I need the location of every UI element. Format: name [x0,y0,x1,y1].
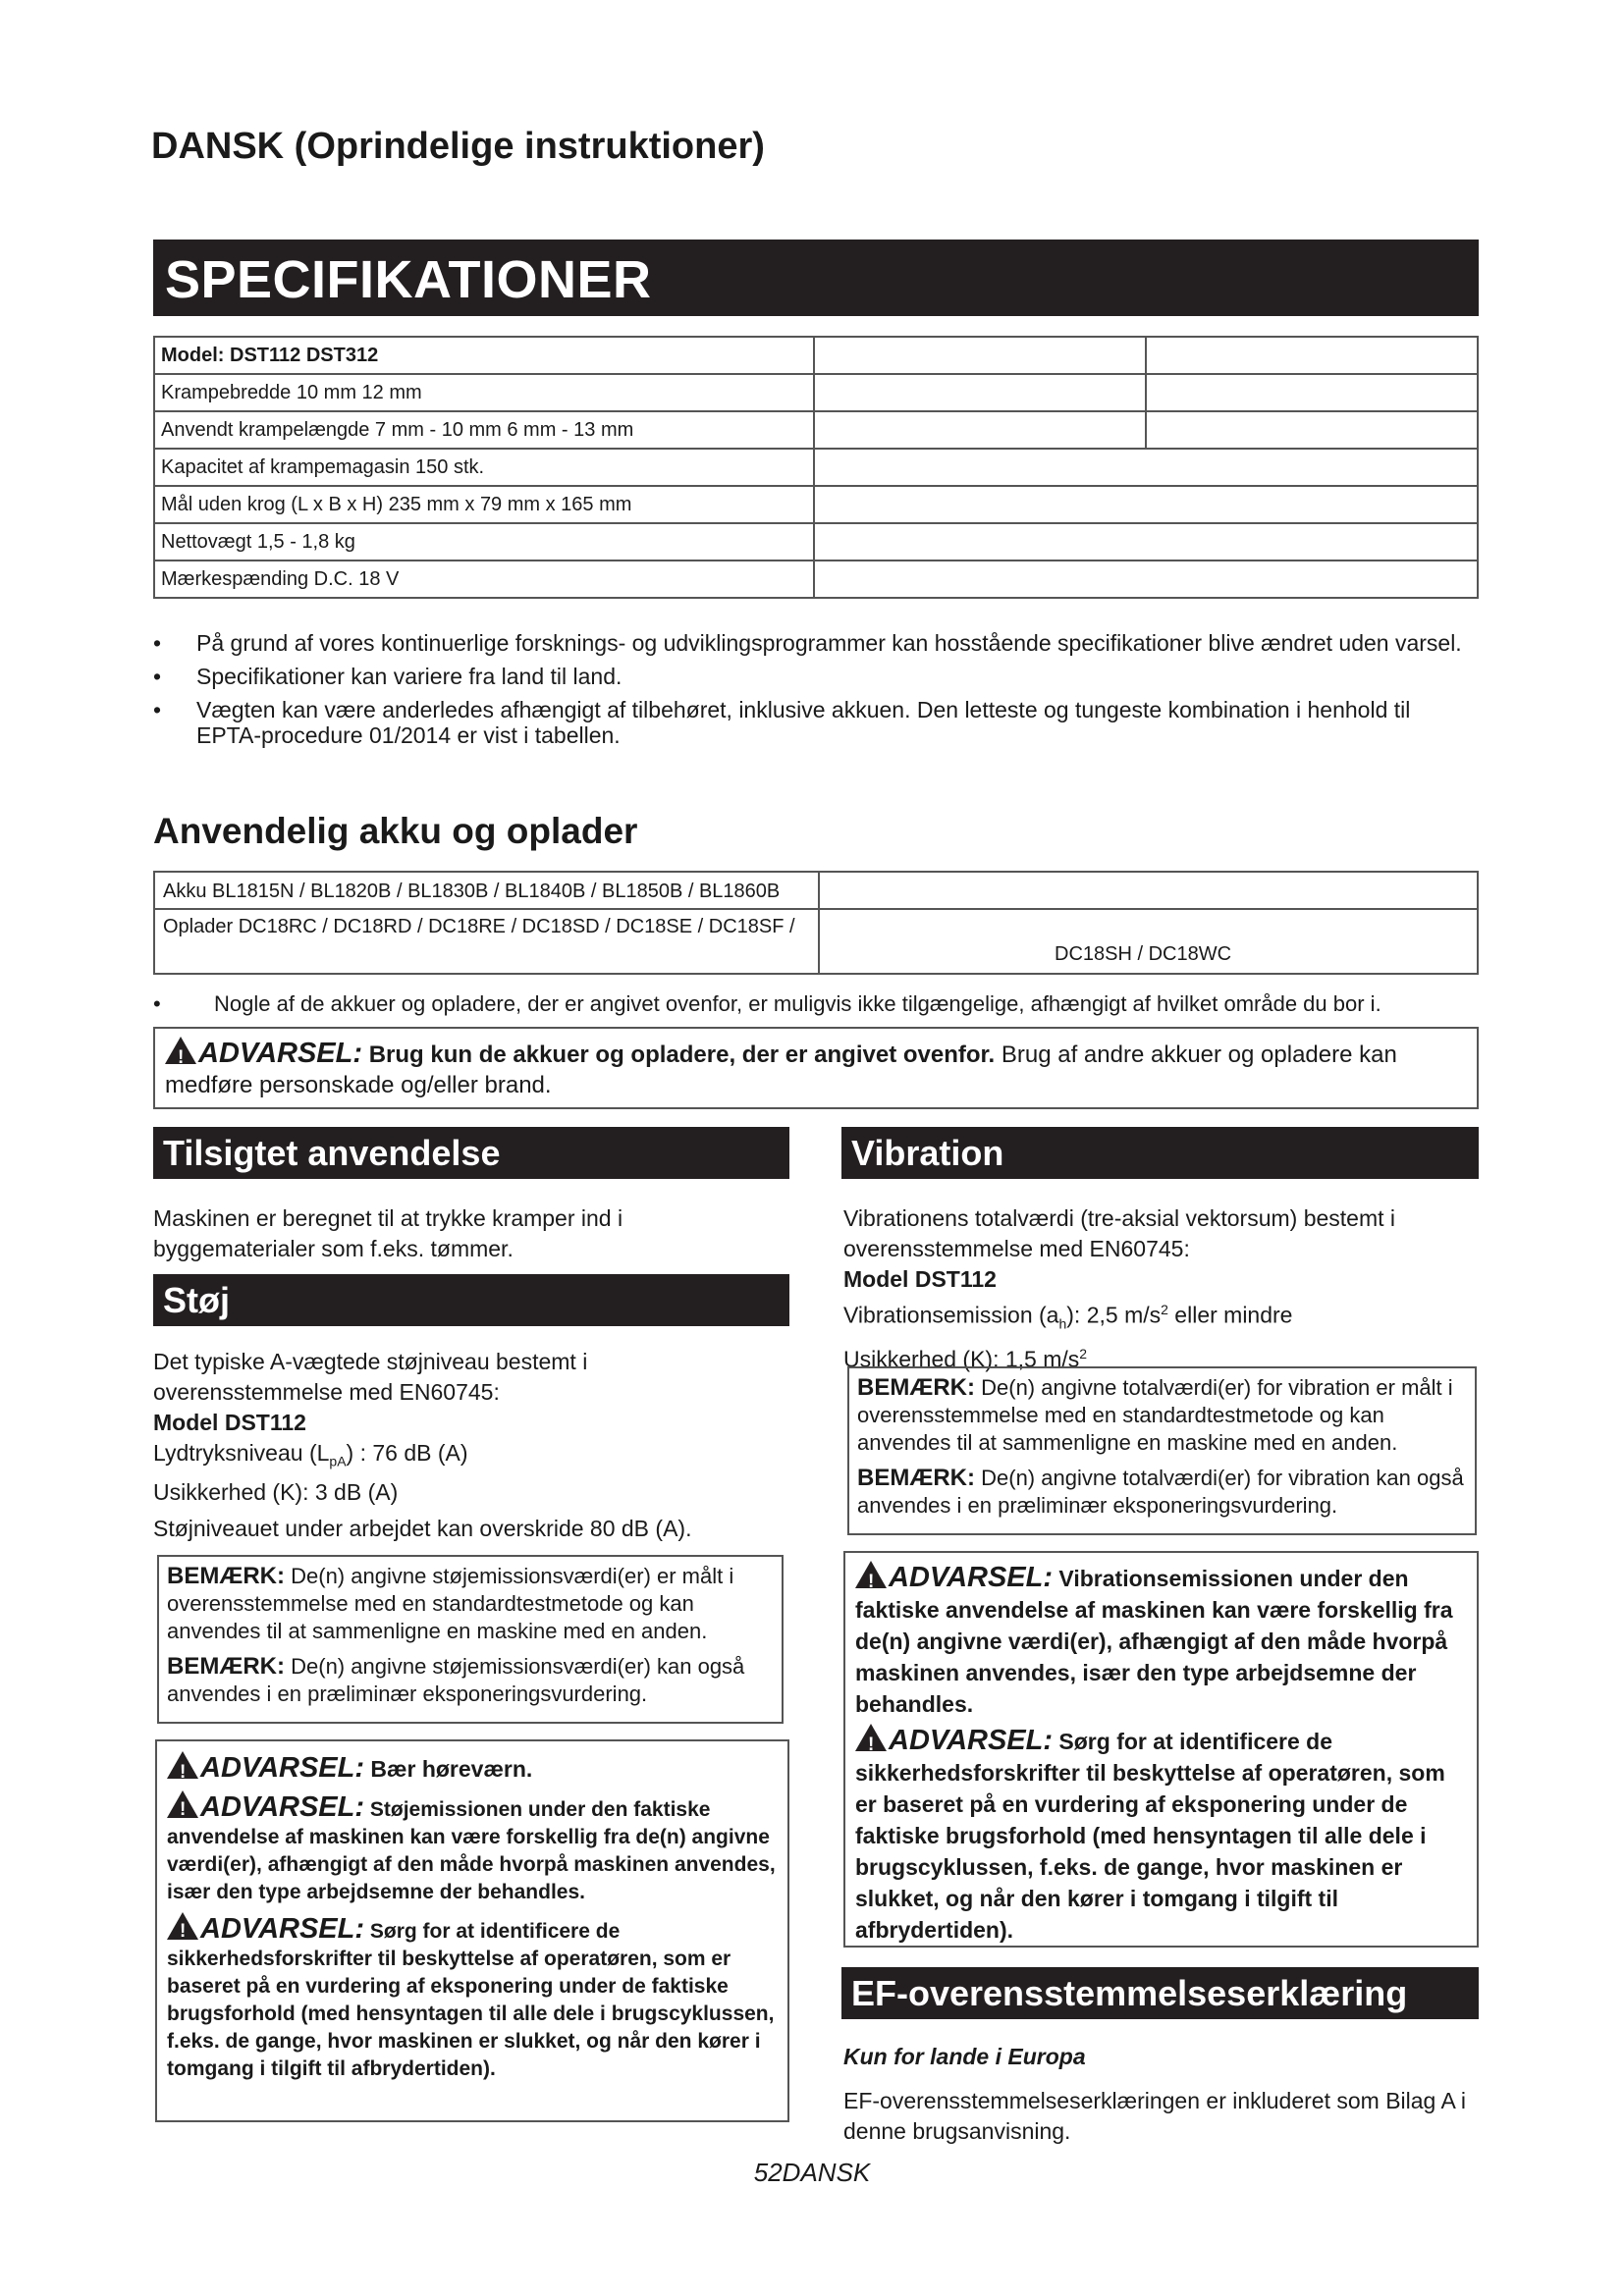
spec-row-voltage [154,561,1478,598]
vibration-emission: Vibrationsemission $(a_h)$: 2,5 $m/s^2$ eller mindre [843,1302,1293,1332]
noise-banner: Støj [153,1274,789,1326]
warning-triangle-icon [165,1037,196,1064]
warning-triangle-icon [167,1751,198,1779]
page-title: DANSK (Oprindelige instruktioner) [151,126,765,167]
vibration-warning-box [843,1551,1479,1948]
noise-section [153,1347,782,1544]
spec-label: Model: [161,344,225,366]
spec-label: Kapacitet af krampemagasin [161,455,410,478]
noise-model: Model DST112 [153,1410,306,1435]
page-footer: 52DANSK [753,2158,871,2187]
spec-row-width [154,374,1478,411]
warning-bold-text: Brug kun de akkuer og opladere, der er angivet ovenfor. [368,1041,996,1068]
noise-uncertainty: Usikkerhed (K): 3 dB (A) [153,1478,399,1505]
vibration-intro: Vibrationens totalværdi (tre-aksial vektorsum) bestemt i overensstemmelse med EN60745: [843,1205,1396,1261]
noise-exceed: Støjniveauet under arbejdet kan overskride 80 dB (A). [153,1515,692,1541]
spec-table [153,336,1479,599]
spec-label: Nettovægt [161,530,252,553]
akku-row [163,881,780,903]
spec-label: Krampebredde [161,381,292,403]
spec-row-weight [154,523,1478,561]
akku-label: Akku [163,881,207,902]
noise-note-1: BEMÆRK: De(n) angivne støjemissionsværdi(er) er målt i overensstemmelse med en standardtestmetode og kan anvendes til at sammenligne en maskine med en anden. [167,1563,734,1643]
noise-warning-2: !ADVARSEL: Støjemissionen under den faktiske anvendelse af maskinen kan være forskellig fra de(n) angivne værdi(er), afhængigt af den måde hvorpå maskinen anvendes, især den type arbejdsemne der behandles. [167,1790,778,1906]
battery-bullet: • Nogle af de akkuer og opladere, der er angivet ovenfor, er muligvis ikke tilgængelige, afhængigt af hvilket område du bor i. [153,991,1479,1017]
spec-bullet: • Specifikationer kan variere fra land til land. [153,664,1479,689]
warning-triangle-icon [855,1724,887,1751]
warning-triangle-icon [167,1912,198,1940]
spec-row-dimensions [154,486,1478,523]
battery-bullet-list [153,991,1479,1025]
spec-value: 10 mm 12 mm [296,381,422,403]
spec-value: 1,5 - 1,8 kg [256,530,355,553]
noise-warning-3: !ADVARSEL: Sørg for at identificere de sikkerhedsforskrifter til beskyttelse af operatøren, som er baseret på en vurdering af eksponering under de faktiske brugsforhold (med hensyntagen til alle dele i brugscyklussen, f.eks. de gange, hvor maskinen er slukket, og når den kører i tomgang i tilgift til afbrydertiden). [167,1912,778,2083]
spec-banner: SPECIFIKATIONER [153,240,1479,316]
spec-value: 150 stk. [415,455,485,478]
warning-word: ADVARSEL: [198,1038,363,1069]
noise-warning-box [155,1739,789,2122]
spec-label: Mål uden krog (L x B x H) [161,493,384,515]
oplader-value: DC18RC / DC18RD / DC18RE / DC18SD / DC18SE / DC18SF / [238,916,795,937]
spec-bullets [153,630,1479,756]
spec-value: 235 mm x 79 mm x 165 mm [388,493,632,515]
vibration-banner: Vibration [841,1127,1479,1179]
ec-banner: EF-overensstemmelseserklæring [841,1967,1479,2019]
vibration-section [843,1203,1477,1375]
noise-note-2: BEMÆRK: De(n) angivne støjemissionsværdi(er) kan også anvendes i en præliminær eksponeringsvurdering. [167,1653,745,1706]
spec-bullet: • På grund af vores kontinuerlige forsknings- og udviklingsprogrammer kan hosstående specifikationer blive ændret uden varsel. [153,630,1479,656]
akku-value: BL1815N / BL1820B / BL1830B / BL1840B / BL1850B / BL1860B [212,881,781,902]
warning-triangle-icon [855,1561,887,1588]
warning-text: Brug af andre akkuer og opladere kan medføre personskade og/eller brand. [165,1041,1397,1098]
spec-value: 7 mm - 10 mm 6 mm - 13 mm [374,418,634,441]
intended-use-banner: Tilsigtet anvendelse [153,1127,789,1179]
warning-triangle-icon [167,1790,198,1818]
intended-use-text: Maskinen er beregnet til at trykke kramper ind i byggematerialer som f.eks. tømmer. [153,1205,623,1261]
ec-text: EF-overensstemmelseserklæringen er inkluderet som Bilag A i denne brugsanvisning. [843,2088,1467,2144]
spec-row-length [154,411,1478,449]
spec-value: DST112 DST312 [230,344,379,366]
oplader-value-2: DC18SH / DC18WC [1055,943,1232,965]
noise-note-box [157,1555,784,1724]
noise-lpa: Lydtryksniveau $(L_{pA})$ : 76 dB (A) [153,1440,468,1469]
spec-value: D.C. 18 V [313,567,400,590]
ec-section [843,2042,1477,2147]
spec-row-capacity [154,449,1478,486]
spec-label: Anvendt krampelængde [161,418,370,441]
spec-row-model [154,337,1478,374]
spec-bullet: • Vægten kan være anderledes afhængigt af tilbehøret, inklusive akkuen. Den letteste og tungeste kombination i henhold til EPTA-procedure 01/2014 er vist i tabellen. [153,697,1479,748]
vibration-note-1: BEMÆRK: De(n) angivne totalværdi(er) for vibration er målt i overensstemmelse med en standardtestmetode og kan anvendes til at sammenligne en maskine med en anden. [857,1374,1453,1455]
vibration-model: Model DST112 [843,1266,997,1292]
vibration-warning-1: !ADVARSEL: Vibrationsemissionen under den faktiske anvendelse af maskinen kan være forskellig fra de(n) angivne værdi(er), afhængigt af den måde hvorpå maskinen anvendes, især den type arbejdsemne der behandles. [855,1561,1467,1720]
noise-warning-1: !ADVARSEL: Bær høreværn. [167,1751,778,1785]
ec-subheading: Kun for lande i Europa [843,2044,1086,2069]
vibration-note-box [847,1366,1477,1535]
oplader-row [163,916,795,938]
noise-intro: Det typiske A-vægtede støjniveau bestemt i overensstemmelse med EN60745: [153,1349,588,1405]
battery-table [153,871,1479,975]
battery-heading: Anvendelig akku og oplader [153,811,638,851]
oplader-label: Oplader [163,916,234,937]
vibration-warning-2: !ADVARSEL: Sørg for at identificere de sikkerhedsforskrifter til beskyttelse af operatøren, som er baseret på en vurdering af eksponering under de faktiske brugsforhold (med hensyntagen til alle dele i brugscyklussen, f.eks. de gange, hvor maskinen er slukket, og når den kører i tomgang i tilgift til afbrydertiden). [855,1724,1467,1946]
vibration-note-2: BEMÆRK: De(n) angivne totalværdi(er) for vibration kan også anvendes i en præliminær eksponeringsvurdering. [857,1465,1464,1518]
battery-warning-box [153,1027,1479,1109]
spec-label: Mærkespænding [161,567,309,590]
vibration-uncertainty: Usikkerhed (K): 1,5 $m/s^2$ [843,1346,1088,1372]
